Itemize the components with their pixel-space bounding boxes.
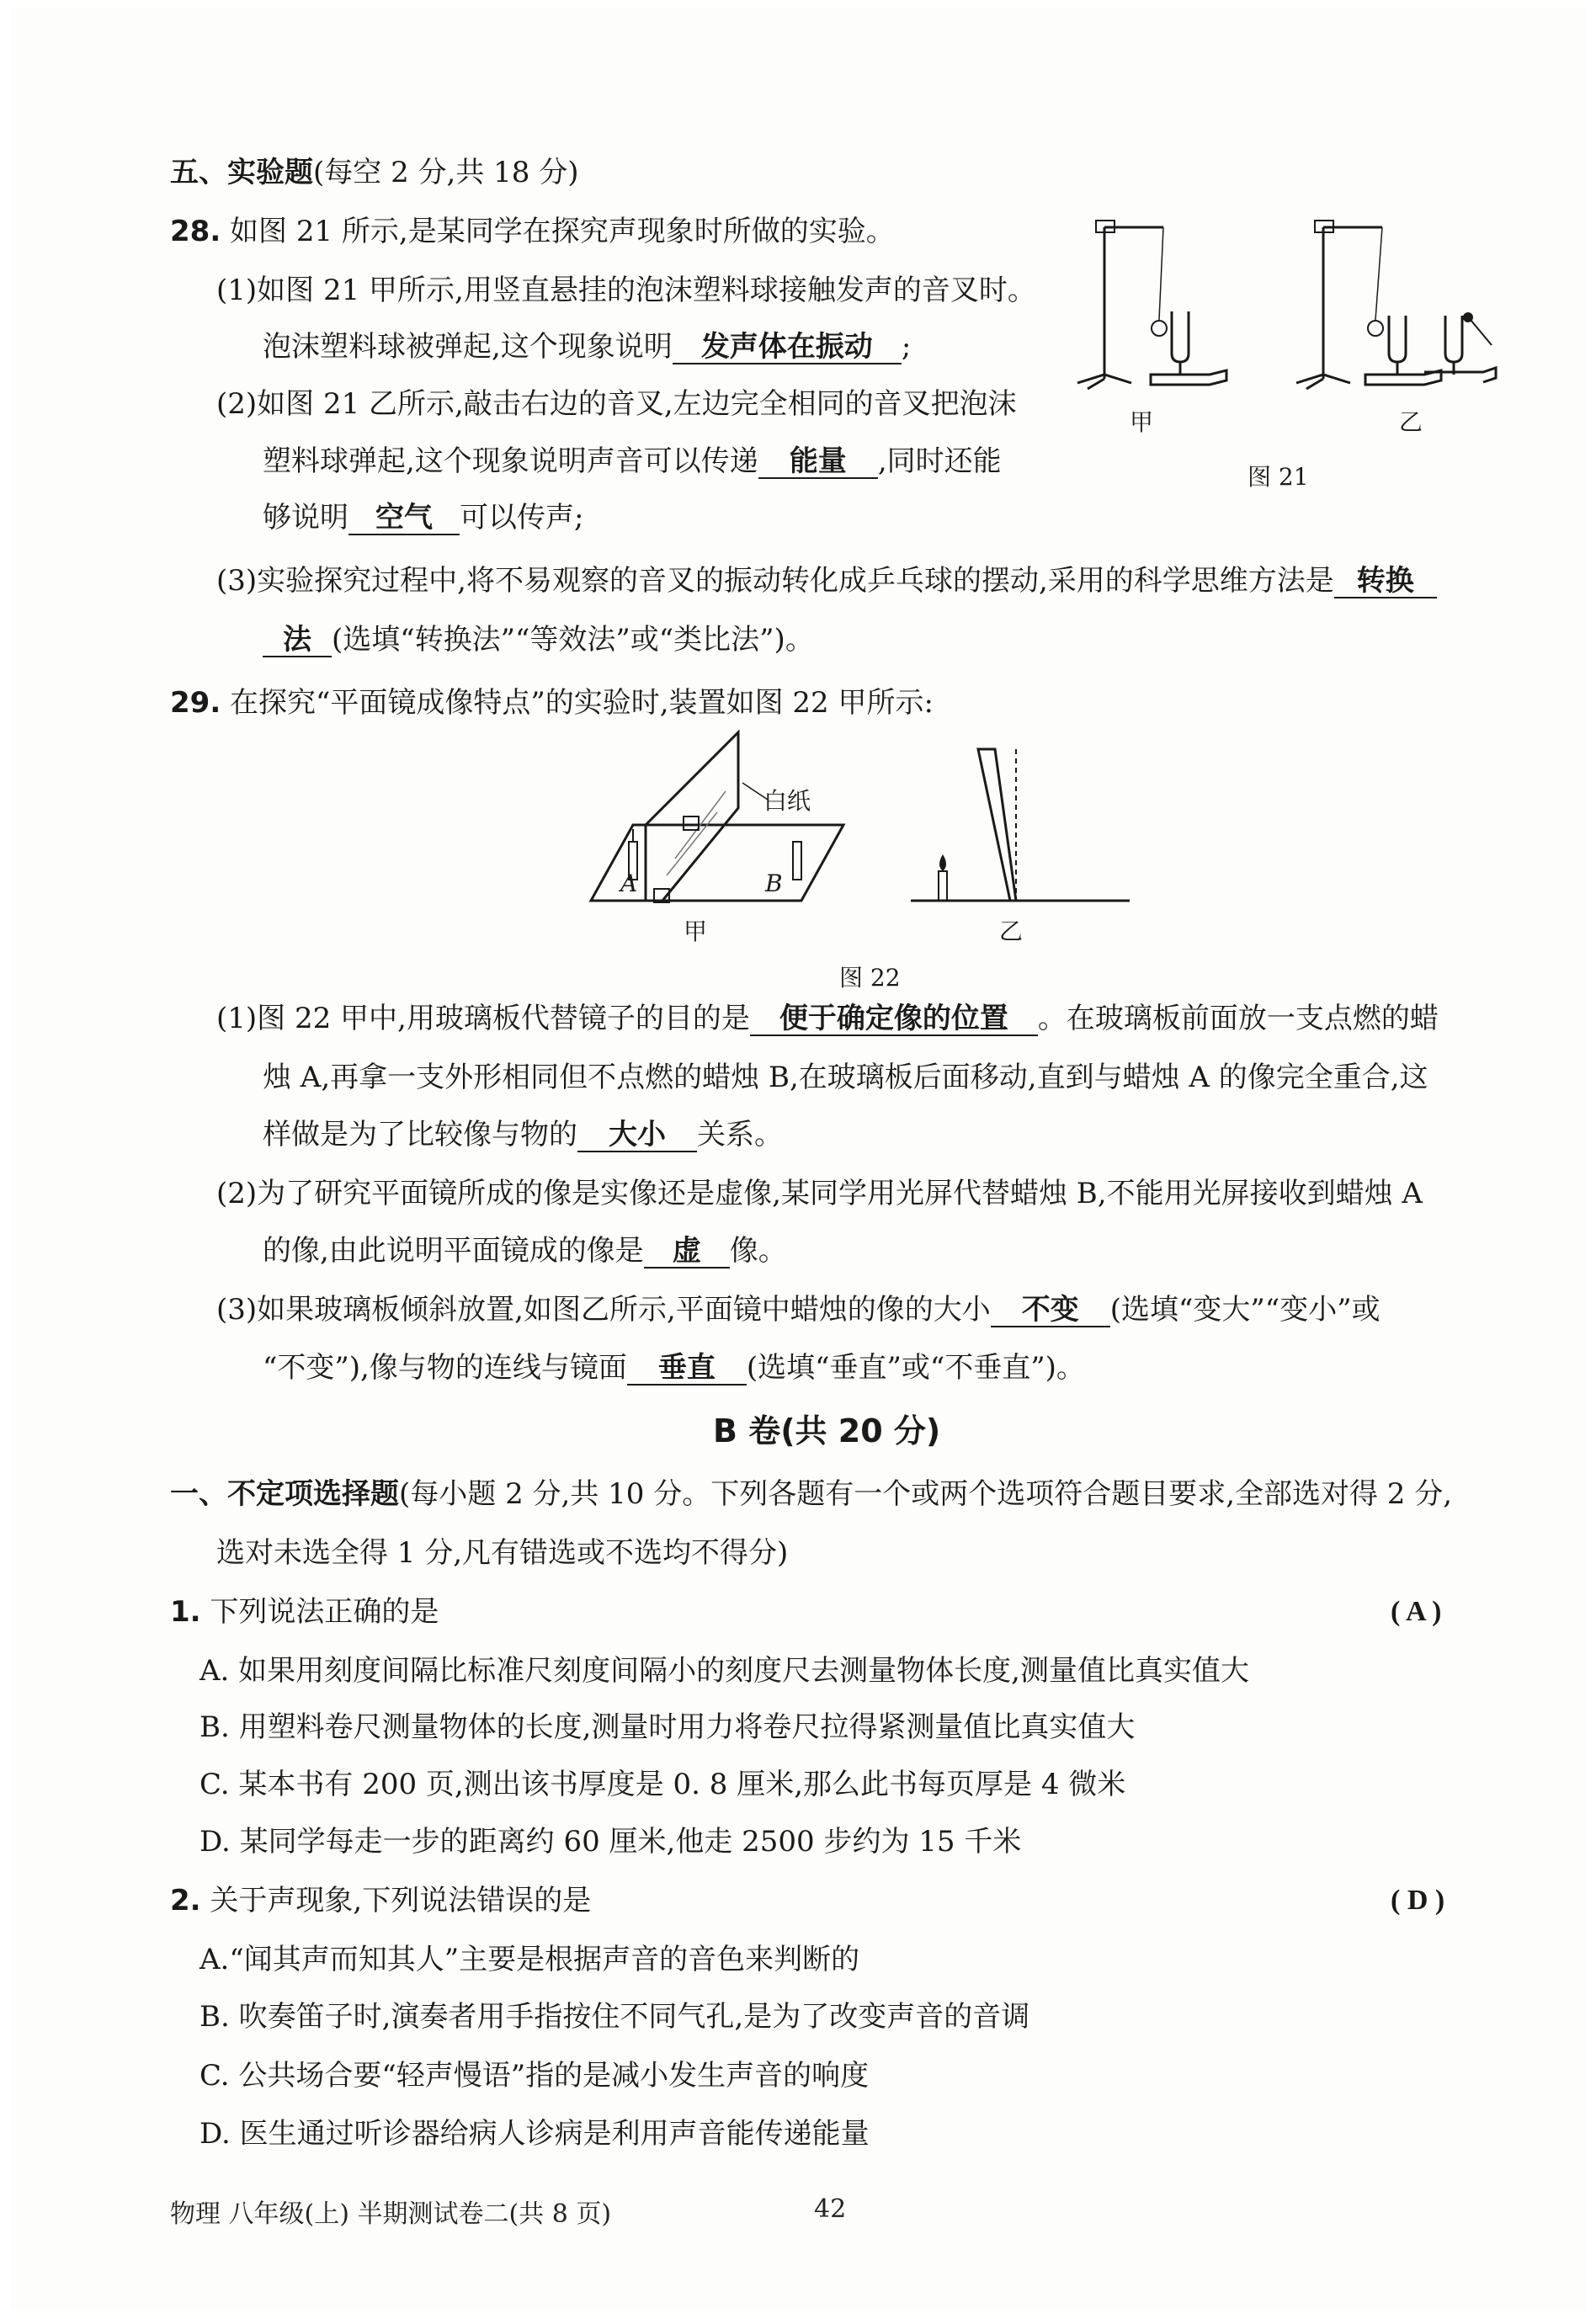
mc-question-2-stem xyxy=(170,1884,591,1917)
mc-option: C. 公共场合要“轻声慢语”指的是减小发生声音的响度 xyxy=(200,2059,870,2093)
text: 关系。 xyxy=(697,1118,783,1152)
question-number: 29. xyxy=(170,686,221,720)
footer-course-info: 物理 八年级(上) 半期测试卷二(共 8 页) xyxy=(170,2199,612,2229)
q28-part1-line1: (1)如图 21 甲所示,用竖直悬挂的泡沫塑料球接触发声的音叉时。 xyxy=(216,274,1036,307)
question-text: 下列说法正确的是 xyxy=(210,1595,439,1629)
question-text: 关于声现象,下列说法错误的是 xyxy=(210,1884,592,1917)
answer-blank: 虚 xyxy=(644,1235,730,1269)
text: 泡沫塑料球被弹起,这个现象说明 xyxy=(263,330,673,364)
answer-blank: 转换 xyxy=(1334,565,1437,598)
figure-21-label-yi: 乙 xyxy=(1399,408,1423,436)
text: (1)图 22 甲中,用玻璃板代替镜子的目的是 xyxy=(216,1002,750,1035)
figure-21 xyxy=(1071,210,1508,488)
section-heading-title: 一、不定项选择题 xyxy=(170,1477,399,1511)
q28-part2-line1: (2)如图 21 乙所示,敲击右边的音叉,左边完全相同的音叉把泡沫 xyxy=(216,387,1017,421)
q29-part1-line2: 烛 A,再拿一支外形相同但不点燃的蜡烛 B,在玻璃板后面移动,直到与蜡烛 A 的像完全重合,这 xyxy=(263,1061,1428,1094)
question-29-stem xyxy=(170,686,934,720)
text: ; xyxy=(901,330,912,364)
mc-answer: ( A ) xyxy=(1391,1596,1442,1627)
section-heading-note: (每小题 2 分,共 10 分。下列各题有一个或两个选项符合题目要求,全部选对得 2 分, xyxy=(399,1477,1453,1511)
stand-jia xyxy=(1077,221,1226,389)
mc-question-1-stem xyxy=(170,1595,439,1629)
text: 。在玻璃板前面放一支点燃的蜡 xyxy=(1037,1002,1439,1035)
q28-part3-line2 xyxy=(263,623,814,657)
text: (选填“垂直”或“不垂直”)。 xyxy=(746,1351,1085,1385)
answer-blank: 发声体在振动 xyxy=(673,331,902,364)
q28-part1-line2 xyxy=(263,330,911,364)
question-number: 2. xyxy=(170,1884,201,1917)
mc-option: B. 吹奏笛子时,演奏者用手指按住不同气孔,是为了改变声音的音调 xyxy=(200,2000,1030,2034)
answer-blank: 能量 xyxy=(758,445,878,479)
stand-yi xyxy=(1296,221,1496,389)
answer-blank: 不变 xyxy=(991,1294,1110,1327)
section-heading-title: 五、实验题 xyxy=(170,156,313,189)
figure-21-label-jia: 甲 xyxy=(1130,408,1154,436)
figure-22-label-b: B xyxy=(765,870,783,897)
exam-page xyxy=(10,8,1586,2311)
question-number: 1. xyxy=(170,1595,201,1629)
q29-part2-line1: (2)为了研究平面镜所成的像是实像还是虚像,某同学用光屏代替蜡烛 B,不能用光屏接收到蜡烛 A xyxy=(216,1177,1423,1210)
q29-part1-line1 xyxy=(216,1002,1439,1036)
question-number: 28. xyxy=(170,215,221,248)
figure-21-caption: 图 21 xyxy=(1248,463,1309,491)
answer-blank: 便于确定像的位置 xyxy=(750,1003,1038,1036)
section-heading-note: (每空 2 分,共 18 分) xyxy=(313,156,579,189)
question-text: 如图 21 所示,是某同学在探究声现象时所做的实验。 xyxy=(230,215,895,248)
answer-blank: 垂直 xyxy=(627,1352,747,1386)
text: ,同时还能 xyxy=(877,444,1002,478)
section-heading-note-line2: 选对未选全得 1 分,凡有错选或不选均不得分) xyxy=(216,1536,789,1570)
figure-22-label-paper: 白纸 xyxy=(763,787,811,815)
mc-answer: ( D ) xyxy=(1391,1885,1445,1916)
page-number: 42 xyxy=(814,2194,847,2224)
question-28-stem xyxy=(170,215,895,248)
q29-part3-line2 xyxy=(263,1351,1085,1386)
figure-22-yi xyxy=(911,749,1130,901)
section-heading xyxy=(170,1477,1452,1511)
q29-part1-line3 xyxy=(263,1118,783,1152)
figure-22-label-yi: 乙 xyxy=(999,917,1024,945)
text: 可以传声; xyxy=(460,501,584,535)
mc-option: B. 用塑料卷尺测量物体的长度,测量时用力将卷尺拉得紧测量值比真实值大 xyxy=(200,1710,1136,1744)
mc-option: C. 某本书有 200 页,测出该书厚度是 0. 8 厘米,那么此书每页厚是 4 微米 xyxy=(200,1768,1126,1801)
q28-part3-line1 xyxy=(216,564,1437,598)
answer-blank: 空气 xyxy=(348,502,460,535)
text: 样做是为了比较像与物的 xyxy=(263,1118,577,1152)
text: 的像,由此说明平面镜成的像是 xyxy=(263,1234,644,1268)
q29-part3-line1 xyxy=(216,1293,1381,1327)
mc-option: A. 如果用刻度间隔比标准尺刻度间隔小的刻度尺去测量物体长度,测量值比真实值大 xyxy=(200,1654,1249,1688)
text: 够说明 xyxy=(263,501,348,535)
mc-option: A.“闻其声而知其人”主要是根据声音的音色来判断的 xyxy=(200,1943,860,1976)
section-heading xyxy=(170,156,578,189)
q29-part2-line2 xyxy=(263,1234,787,1269)
question-text: 在探究“平面镜成像特点”的实验时,装置如图 22 甲所示: xyxy=(230,686,934,720)
text: “不变”),像与物的连线与镜面 xyxy=(263,1351,627,1385)
text: 像。 xyxy=(729,1234,787,1268)
answer-blank: 法 xyxy=(263,624,332,657)
figure-22-label-jia: 甲 xyxy=(684,917,708,945)
part-b-title: B 卷(共 20 分) xyxy=(713,1412,941,1449)
text: (3)实验探究过程中,将不易观察的音叉的振动转化成乒乓球的摆动,采用的科学思维方法是 xyxy=(216,564,1334,598)
figure-22-label-a: A xyxy=(620,870,638,897)
mc-option: D. 医生通过听诊器给病人诊病是利用声音能传递能量 xyxy=(200,2117,870,2151)
q28-part2-line3 xyxy=(263,501,583,535)
text: (3)如果玻璃板倾斜放置,如图乙所示,平面镜中蜡烛的像的大小 xyxy=(216,1293,991,1327)
text: (选填“转换法”“等效法”或“类比法”)。 xyxy=(332,623,814,657)
answer-blank: 大小 xyxy=(577,1119,697,1152)
text: 塑料球弹起,这个现象说明声音可以传递 xyxy=(263,444,758,478)
mc-option: D. 某同学每走一步的距离约 60 厘米,他走 2500 步约为 15 千米 xyxy=(200,1825,1022,1859)
figure-22-caption: 图 22 xyxy=(839,964,901,992)
text: (选填“变大”“变小”或 xyxy=(1109,1293,1381,1327)
q28-part2-line2 xyxy=(263,444,1002,479)
figure-22 xyxy=(591,732,1130,934)
